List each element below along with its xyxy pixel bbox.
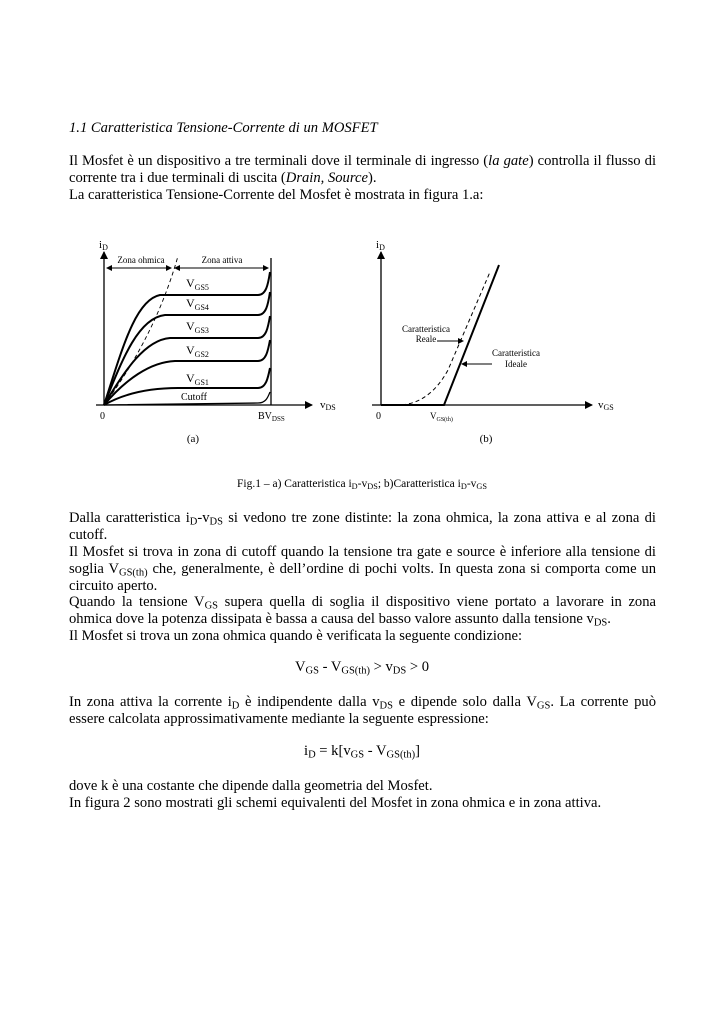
figure-1: [0, 225, 724, 460]
ideale-label-1: Caratteristica: [492, 348, 540, 358]
ideale-label-2: Ideale: [505, 359, 527, 369]
figure-caption: Fig.1 – a) Caratteristica $i_D-v_{DS}$; b)Caratteristica $i_D-v_{GS}$: [237, 478, 487, 492]
paragraph-k-constant: dove k è una costante che dipende dalla geometria del Mosfet.: [69, 778, 433, 794]
paragraph-cutoff: Il Mosfet si trova in zona di cutoff quando la tensione tra gate e source è inferiore alla tensione di soglia $V_{GS(th)}$ che, generalmente, è dell’ordine di pochi volts. In questa zona si comporta come un circuito aperto.: [69, 544, 656, 594]
label-vgs1: $V_{GS1}$: [186, 371, 209, 387]
label-vgs4: $V_{GS4}$: [186, 296, 209, 312]
equation-ohmic-condition: $V_{GS} - V_{GS(th)} > v_{DS} > 0$: [294, 659, 430, 677]
intro-line-2: La caratteristica Tensione-Corrente del Mosfet è mostrata in figura 1.a:: [69, 187, 484, 203]
zona-attiva-label: Zona attiva: [201, 255, 243, 265]
label-cutoff: Cutoff: [181, 392, 207, 403]
paragraph-figure-2: In figura 2 sono mostrati gli schemi equivalenti del Mosfet in zona ohmica e in zona attiva.: [69, 795, 602, 811]
panel-a-caption: (a): [186, 433, 200, 445]
panel-a-x-label: vDS: [320, 399, 336, 412]
intro-text: ) controlla il flusso di corrente tra i due terminali di uscita (: [69, 153, 656, 186]
intro-text: ).: [367, 170, 377, 186]
panel-b: [372, 239, 614, 445]
zona-ohmica-label: Zona ohmica: [117, 255, 165, 265]
label-vgs5: $V_{GS5}$: [186, 276, 209, 292]
section-title: 1.1 Caratteristica Tensione-Corrente di un MOSFET: [69, 120, 378, 136]
panel-a-bvdss: $BV_{DSS}$: [258, 411, 285, 423]
panel-a-origin: 0: [100, 411, 105, 422]
paragraph-active-zone: In zona attiva la corrente $i_D$ è indipendente dalla $v_{DS}$ e dipende solo dalla $V_{GS}$. La corrente può essere calcolata approssimativamente mediante la seguente espressione:: [69, 694, 657, 727]
panel-a-y-label: iD: [99, 239, 108, 252]
intro-italic-gate: la gate: [488, 153, 529, 169]
equation-drain-current: $i_D = k[v_{GS} - V_{GS(th)}]$: [304, 743, 420, 761]
paragraph-ohmic: Quando la tensione $V_{GS}$ supera quella di soglia il dispositivo viene portato a lavorare in zona ohmica dove la potenza dissipata è bassa a causa del basso valore assunto dalla tensione $v_{DS}$.: [69, 594, 657, 629]
panel-b-caption: (b): [479, 433, 493, 445]
reale-label-2: Reale: [415, 334, 437, 344]
label-vgs3: $V_{GS3}$: [186, 319, 209, 335]
panel-b-vgsth: $V_{GS(th)}$: [430, 411, 453, 423]
label-vgs2: $V_{GS2}$: [186, 343, 209, 359]
paragraph-zones: Dalla caratteristica $i_D-v_{DS}$ si vedono tre zone distinte: la zona ohmica, la zona attiva e al zona di cutoff.: [69, 510, 656, 543]
intro-italic-terminals: Drain, Source: [285, 170, 368, 186]
panel-b-x-label: vGS: [598, 399, 614, 412]
ideal-characteristic: [381, 265, 499, 405]
panel-b-y-label: iD: [376, 239, 385, 252]
panel-a: [96, 239, 336, 445]
intro-text: Il Mosfet è un dispositivo a tre terminali dove il terminale di ingresso (: [69, 153, 489, 169]
panel-b-origin: 0: [376, 411, 381, 422]
paragraph-condition: Il Mosfet si trova un zona ohmica quando è verificata la seguente condizione:: [69, 628, 523, 644]
intro-paragraph: [69, 153, 656, 187]
reale-label-1: Caratteristica: [402, 324, 450, 334]
